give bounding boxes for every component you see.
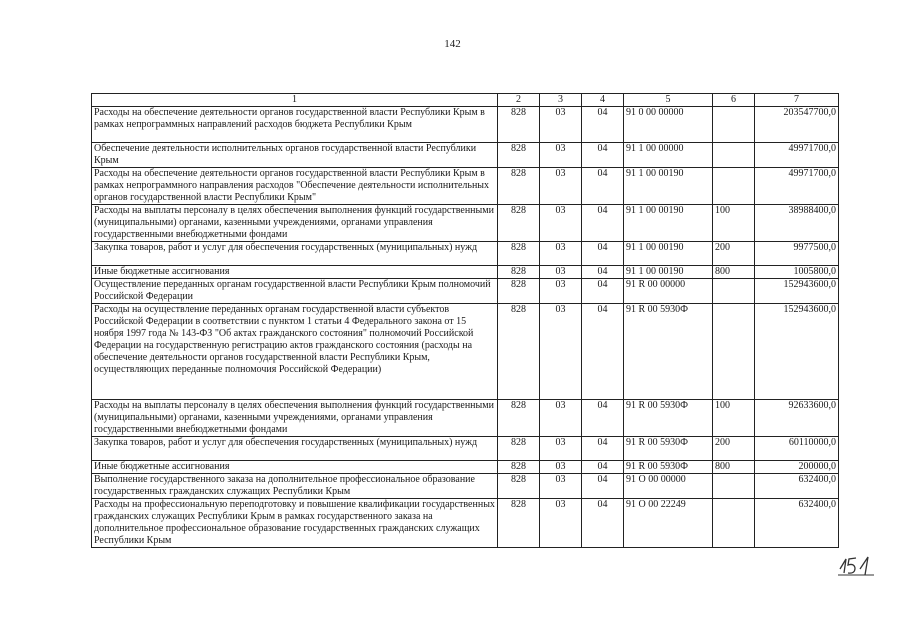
row-code-5: 91 R 00 5930Ф	[624, 304, 713, 400]
row-amount: 152943600,0	[755, 304, 839, 400]
header-row	[92, 94, 839, 107]
row-code-2: 828	[498, 437, 540, 461]
row-code-5: 91 R 00 5930Ф	[624, 437, 713, 461]
row-code-4: 04	[582, 242, 624, 266]
budget-table	[91, 93, 839, 548]
table-row	[92, 400, 839, 437]
row-code-6	[713, 107, 755, 143]
row-code-4: 04	[582, 304, 624, 400]
header-col-5: 5	[624, 94, 713, 107]
row-description: Расходы на осуществление переданных органам государственной власти субъектов Российской Федерации в соответствии с пунктом 1 статьи 4 Федерального закона от 15 ноября 1997 года № 143-ФЗ "Об актах гражданского состояния" полномочий Российской Федерации на государственную регистрацию актов гражданского состояния (расходы на обеспечение деятельности органов государственной власти Республики Крым, осуществляющих переданные полномочия Российской Федерации)	[92, 304, 498, 400]
row-code-5: 91 R 00 5930Ф	[624, 461, 713, 474]
row-amount: 9977500,0	[755, 242, 839, 266]
row-code-4: 04	[582, 279, 624, 304]
table-row	[92, 437, 839, 461]
row-amount: 203547700,0	[755, 107, 839, 143]
row-description: Выполнение государственного заказа на дополнительное профессиональное образование государственных гражданских служащих Республики Крым	[92, 474, 498, 499]
row-code-6: 200	[713, 242, 755, 266]
row-code-2: 828	[498, 400, 540, 437]
row-code-5: 91 R 00 00000	[624, 279, 713, 304]
table-row	[92, 461, 839, 474]
handwritten-page-number	[836, 553, 876, 581]
row-description: Расходы на обеспечение деятельности органов государственной власти Республики Крым в рамках непрограммного направления расходов "Обеспечение деятельности исполнительных органов государственной власти Республики Крым"	[92, 168, 498, 205]
row-code-5: 91 О 00 00000	[624, 474, 713, 499]
row-code-5: 91 О 00 22249	[624, 499, 713, 548]
row-code-4: 04	[582, 266, 624, 279]
row-code-5: 91 1 00 00190	[624, 242, 713, 266]
row-code-6: 800	[713, 266, 755, 279]
row-code-5: 91 1 00 00190	[624, 168, 713, 205]
row-amount: 92633600,0	[755, 400, 839, 437]
row-amount: 200000,0	[755, 461, 839, 474]
row-amount: 49971700,0	[755, 143, 839, 168]
row-code-6: 800	[713, 461, 755, 474]
row-code-4: 04	[582, 461, 624, 474]
row-code-4: 04	[582, 205, 624, 242]
header-col-4: 4	[582, 94, 624, 107]
row-code-3: 03	[540, 400, 582, 437]
row-code-4: 04	[582, 474, 624, 499]
row-code-6: 100	[713, 205, 755, 242]
row-code-4: 04	[582, 143, 624, 168]
row-code-2: 828	[498, 168, 540, 205]
row-code-5: 91 1 00 00190	[624, 205, 713, 242]
row-amount: 1005800,0	[755, 266, 839, 279]
table-row	[92, 143, 839, 168]
table-body	[92, 107, 839, 548]
row-code-2: 828	[498, 143, 540, 168]
row-code-6: 200	[713, 437, 755, 461]
row-code-6	[713, 168, 755, 205]
row-code-6	[713, 474, 755, 499]
row-amount: 632400,0	[755, 499, 839, 548]
row-code-4: 04	[582, 400, 624, 437]
table-row	[92, 107, 839, 143]
row-description: Иные бюджетные ассигнования	[92, 266, 498, 279]
row-code-3: 03	[540, 168, 582, 205]
row-code-3: 03	[540, 499, 582, 548]
row-code-3: 03	[540, 279, 582, 304]
row-code-3: 03	[540, 304, 582, 400]
row-code-6	[713, 304, 755, 400]
row-code-6	[713, 143, 755, 168]
row-code-6	[713, 499, 755, 548]
header-col-1: 1	[92, 94, 498, 107]
header-col-6: 6	[713, 94, 755, 107]
row-code-3: 03	[540, 242, 582, 266]
row-code-6	[713, 279, 755, 304]
table-row	[92, 205, 839, 242]
row-code-4: 04	[582, 437, 624, 461]
row-description: Расходы на выплаты персоналу в целях обеспечения выполнения функций государственными (муниципальными) органами, казенными учреждениями, органами управления государственными внебюджетными фондами	[92, 205, 498, 242]
row-code-6: 100	[713, 400, 755, 437]
table-row	[92, 168, 839, 205]
row-amount: 60110000,0	[755, 437, 839, 461]
row-code-4: 04	[582, 107, 624, 143]
header-col-3: 3	[540, 94, 582, 107]
header-col-7: 7	[755, 94, 839, 107]
row-code-2: 828	[498, 266, 540, 279]
row-amount: 38988400,0	[755, 205, 839, 242]
row-code-4: 04	[582, 168, 624, 205]
row-code-4: 04	[582, 499, 624, 548]
row-code-5: 91 R 00 5930Ф	[624, 400, 713, 437]
row-amount: 49971700,0	[755, 168, 839, 205]
row-code-3: 03	[540, 205, 582, 242]
row-code-2: 828	[498, 461, 540, 474]
table-row	[92, 266, 839, 279]
row-code-2: 828	[498, 279, 540, 304]
row-description: Расходы на обеспечение деятельности органов государственной власти Республики Крым в рамках непрограммных направлений расходов бюджета Республики Крым	[92, 107, 498, 143]
row-description: Закупка товаров, работ и услуг для обеспечения государственных (муниципальных) нужд	[92, 437, 498, 461]
table-row	[92, 304, 839, 400]
row-amount: 632400,0	[755, 474, 839, 499]
row-amount: 152943600,0	[755, 279, 839, 304]
table-row	[92, 279, 839, 304]
row-code-2: 828	[498, 107, 540, 143]
row-code-2: 828	[498, 205, 540, 242]
row-code-3: 03	[540, 107, 582, 143]
row-code-5: 91 1 00 00000	[624, 143, 713, 168]
page-number: 142	[444, 38, 461, 50]
row-code-2: 828	[498, 499, 540, 548]
table-row	[92, 499, 839, 548]
row-code-5: 91 1 00 00190	[624, 266, 713, 279]
row-description: Расходы на выплаты персоналу в целях обеспечения выполнения функций государственными (муниципальными) органами, казенными учреждениями, органами управления государственными внебюджетными фондами	[92, 400, 498, 437]
row-code-2: 828	[498, 304, 540, 400]
row-code-3: 03	[540, 461, 582, 474]
row-code-3: 03	[540, 143, 582, 168]
row-code-5: 91 0 00 00000	[624, 107, 713, 143]
row-description: Обеспечение деятельности исполнительных органов государственной власти Республики Крым	[92, 143, 498, 168]
row-description: Расходы на профессиональную переподготовку и повышение квалификации государственных гражданских служащих Республики Крым в рамках государственного заказа на дополнительное профессиональное образование государственных гражданских служащих Республики Крым	[92, 499, 498, 548]
header-col-2: 2	[498, 94, 540, 107]
table-row	[92, 242, 839, 266]
row-description: Закупка товаров, работ и услуг для обеспечения государственных (муниципальных) нужд	[92, 242, 498, 266]
row-code-3: 03	[540, 266, 582, 279]
row-description: Осуществление переданных органам государственной власти Республики Крым полномочий Российской Федерации	[92, 279, 498, 304]
row-code-2: 828	[498, 242, 540, 266]
row-code-2: 828	[498, 474, 540, 499]
table-row	[92, 474, 839, 499]
row-code-3: 03	[540, 437, 582, 461]
row-description: Иные бюджетные ассигнования	[92, 461, 498, 474]
row-code-3: 03	[540, 474, 582, 499]
